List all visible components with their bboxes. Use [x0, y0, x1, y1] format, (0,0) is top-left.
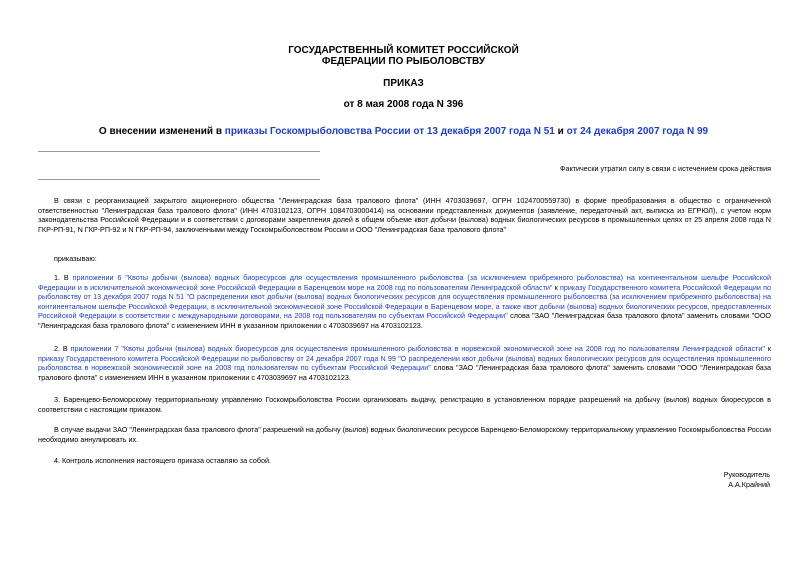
- item-2-number: 2. В: [54, 344, 71, 353]
- document-type: ПРИКАЗ: [383, 78, 424, 89]
- item-2-text-to: к: [764, 344, 771, 353]
- title-link-order-99[interactable]: от 24 декабря 2007 года N 99: [566, 126, 709, 137]
- item-1-paragraph: [38, 273, 771, 330]
- item-2-paragraph: [38, 344, 771, 382]
- title-middle: и: [554, 126, 567, 137]
- item-4-paragraph: 4. Контроль исполнения настоящего приказа оставляю за собой.: [54, 456, 271, 465]
- item-3-continuation-paragraph: В случае выдачи ЗАО "Ленинградская база тралового флота" разрешений на добычу (вылов) водных биологических ресурсов Баренцево-Беломорскому территориальному управлению Госкомрыболовства России необходимо аннулировать их.: [38, 425, 771, 444]
- signatory-name: А.А.Крайний: [728, 479, 770, 489]
- item-1-link-appendix-6[interactable]: приложении 6 "Квоты добычи (вылова) водных биоресурсов для осуществления промышленного рыболовства (за исключением прибрежного рыболовства) на континентальном шельфе Российской Федерации и в исключительной экономической зоне Российской Федерации в Баренцевом море на 2008 год по пользователям Ленинградской области": [38, 273, 771, 292]
- title-link-order-51[interactable]: приказы Госкомрыболовства России от 13 декабря 2007 года N 51: [224, 126, 555, 137]
- item-2-text: слова "ЗАО "Ленинградская база тралового флота" заменить словами "ООО "Ленинградская база тралового флота" с изменением ИНН в указанном приложении с 4703039697 на 4703102123.: [38, 363, 772, 382]
- status-note: Фактически утратил силу в связи с истечением срока действия: [560, 164, 771, 173]
- item-3-paragraph: 3. Баренцево-Беломорскому территориальному управлению Госкомрыболовства России организовать выдачу, регистрацию в установленном порядке разрешений на добычу (вылов) водных биоресурсов в соответствии с настоящим приказом.: [38, 395, 771, 414]
- item-1-link-order-51[interactable]: приказу Государственного комитета Российской Федерации по рыболовству от 13 декабря 2007 года N 51 "О распределении квот добычи (вылова) водных биологических ресурсов для осуществления промышленного рыболовства (за исключением прибрежного рыболовства) на континентальном шельфе Российской Федерации, в исключительной экономической зоне Российской Федерации в Баренцевом море, а также квот добычи (вылова) водных биологических ресурсов, предоставленных Российской Федерации в соответствии с международными договорами, на 2008 год пользователям по субъектам Российской Федерации": [38, 282, 771, 320]
- title-prefix: О внесении изменений в: [98, 126, 225, 137]
- document-date-number: от 8 мая 2008 года N 396: [343, 99, 464, 110]
- document-title: [0, 126, 807, 137]
- item-2-link-appendix-7[interactable]: приложении 7 "Квоты добычи (вылова) водных биоресурсов для осуществления промышленного рыболовства в норвежской экономической зоне на 2008 год по пользователям Ленинградской области": [70, 344, 765, 353]
- item-1-text-to: к: [552, 282, 561, 292]
- signatory-position: Руководитель: [723, 470, 770, 479]
- divider-bottom: [38, 179, 320, 180]
- item-2-link-order-99[interactable]: приказу Государственного комитета Российской Федерации по рыболовству от 24 декабря 2007 года N 99 "О распределении квот добычи (вылова) водных биологических ресурсов для осуществления промышленного рыболовства в норвежской экономической зоне на 2008 год пользователям по субъектам Российской Федерации": [38, 353, 771, 372]
- item-1-number: 1. В: [54, 273, 73, 282]
- item-1-text: слова "ЗАО "Ленинградская база тралового флота" заменить словами "ООО "Ленинградская база тралового флота" с изменением ИНН в указанном приложении с 4703039697 на 4703102123.: [38, 311, 772, 330]
- preamble-paragraph: В связи с реорганизацией закрытого акционерного общества "Ленинградская база тралового флота" (ИНН 4703039697, ОГРН 1024700559730) в форме преобразования в общество с ограниченной ответственностью "Ленинградская база тралового флота" (ИНН 4703102123, ОГРН 1084703000414) на основании представленных документов (заявление, передаточный акт, выписка из ЕГРЮЛ), с учетом норм законодательства Российской Федерации и в соответствии с договорами закрепления долей в общем объеме квот добычи (вылова) водных биологических ресурсов в промышленных целях от 25 апреля 2008 года N ГКР-РП-91, N ГКР-РП-92 и N ГКР-РП-94, заключенными между Госкомрыболовством России и ООО "Ленинградская база тралового флота": [38, 196, 771, 234]
- signature-block: [724, 470, 770, 489]
- issuer-line-2: ФЕДЕРАЦИИ ПО РЫБОЛОВСТВУ: [321, 56, 486, 67]
- issuer-line-1: ГОСУДАРСТВЕННЫЙ КОМИТЕТ РОССИЙСКОЙ: [288, 45, 519, 56]
- divider-top: [38, 151, 320, 152]
- order-word: приказываю:: [54, 254, 97, 263]
